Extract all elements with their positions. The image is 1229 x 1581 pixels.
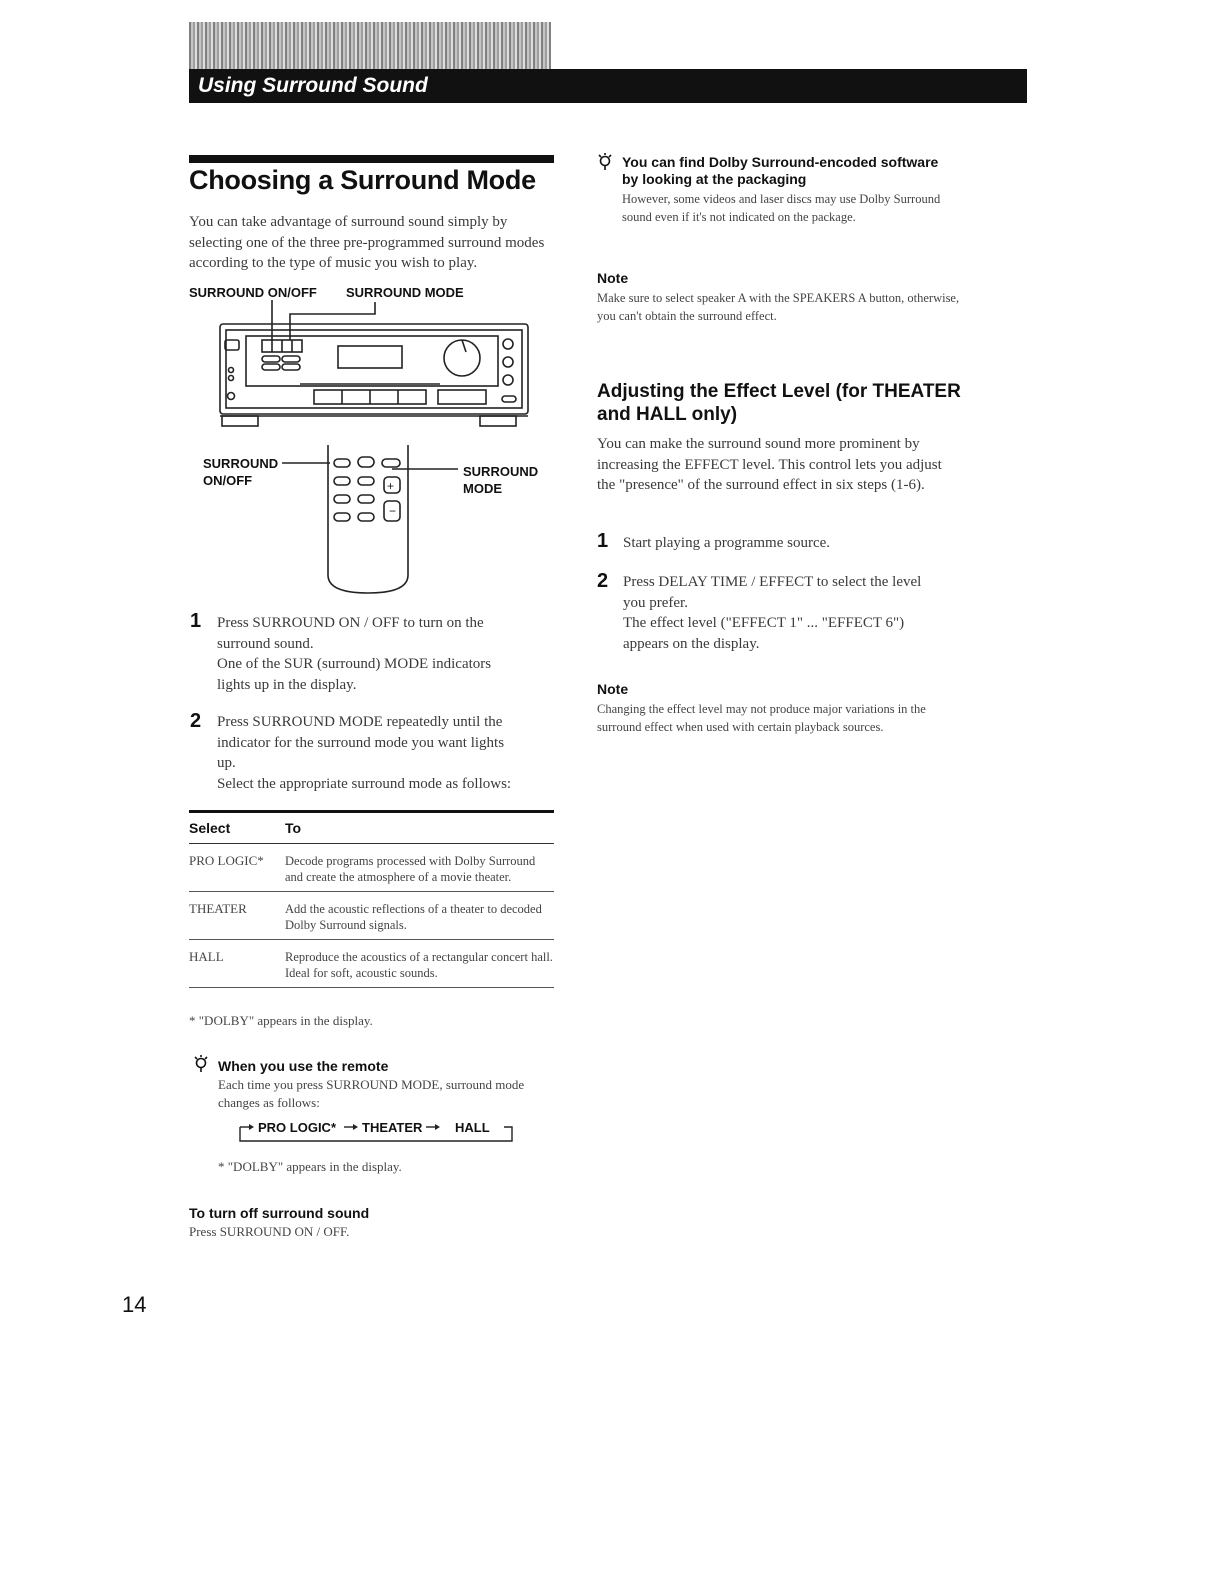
cycle-mode-hall: HALL [455, 1120, 490, 1135]
receiver-illustration [210, 300, 535, 435]
title-rule [189, 155, 554, 163]
intro-paragraph: You can take advantage of surround sound simply by selecting one of the three pre-programmed surround modes according to the type of music you wish to play. [189, 214, 545, 271]
step-number: 2 [597, 570, 609, 592]
label-surround-mode: SURROUND MODE [346, 285, 464, 300]
note-heading: Note [597, 681, 629, 697]
turn-off-heading: To turn off surround sound [189, 1205, 370, 1221]
step-number: 2 [190, 710, 202, 732]
lightbulb-icon [598, 153, 612, 176]
table-header: Select To [189, 813, 554, 844]
note-heading: Note [597, 270, 629, 286]
step-number: 1 [597, 530, 609, 552]
table-row: PRO LOGIC* Decode programs processed with Dolby Surround and create the atmosphere of a movie theater. [189, 844, 554, 892]
remote-illustration [282, 445, 462, 595]
remote-label-on-off-2: ON/OFF [203, 473, 253, 488]
step-1-text: Press SURROUND ON / OFF to turn on the surround sound. One of the SUR (surround) MODE indicators lights up in the display. [217, 615, 492, 693]
tip-remote-heading: When you use the remote [218, 1058, 389, 1074]
effect-step-2-text: Press DELAY TIME / EFFECT to select the level you prefer. The effect level ("EFFECT 1" ... "EFFECT 6") appears on the display. [623, 574, 922, 652]
tip-remote-body: Each time you press SURROUND MODE, surround mode changes as follows: [218, 1077, 525, 1110]
table-row: HALL Reproduce the acoustics of a rectangular concert hall. Ideal for soft, acoustic sounds. [189, 940, 554, 988]
surround-mode-table [189, 810, 554, 988]
svg-text:+: + [387, 479, 395, 493]
cycle-mode-theater: THEATER [362, 1120, 423, 1135]
turn-off-body: Press SURROUND ON / OFF. [189, 1224, 350, 1239]
page-title: Choosing a Surround Mode [189, 165, 536, 195]
remote-label-mode-1: SURROUND [463, 464, 539, 479]
cycle-mode-pro-logic: PRO LOGIC* [258, 1120, 337, 1135]
tip-dolby-heading: You can find Dolby Surround-encoded software by looking at the packaging [622, 154, 939, 187]
lightbulb-icon [194, 1055, 208, 1078]
svg-text:−: − [389, 504, 397, 518]
adjust-effect-intro: You can make the surround sound more prominent by increasing the EFFECT level. This control lets you adjust the "presence" of the surround effect in six steps (1-6). [597, 436, 942, 493]
remote-label-on-off-1: SURROUND [203, 456, 279, 471]
header-graphic [189, 22, 551, 70]
page-number: 14 [122, 1292, 147, 1317]
effect-step-1-text: Start playing a programme source. [623, 535, 831, 551]
note-effect-body: Changing the effect level may not produce major variations in the surround effect when used with certain playback sources. [597, 702, 926, 734]
remote-label-mode-2: MODE [463, 481, 502, 496]
note-speakers-body: Make sure to select speaker A with the SPEAKERS A button, otherwise, you can't obtain the surround effect. [597, 291, 960, 323]
adjust-effect-title: Adjusting the Effect Level (for THEATER and HALL only) [597, 381, 961, 425]
tip-remote-footnote: * "DOLBY" appears in the display. [218, 1159, 402, 1174]
step-number: 1 [190, 610, 202, 632]
table-row: THEATER Add the acoustic reflections of a theater to decoded Dolby Surround signals. [189, 892, 554, 940]
tip-dolby-body: However, some videos and laser discs may use Dolby Surround sound even if it's not indicated on the package. [622, 192, 941, 224]
section-title: Using Surround Sound [198, 74, 428, 97]
table-footnote: * "DOLBY" appears in the display. [189, 1013, 373, 1028]
step-2-text: Press SURROUND MODE repeatedly until the indicator for the surround mode you want lights up. Select the appropriate surround mode as follows: [217, 714, 512, 792]
label-surround-on-off: SURROUND ON/OFF [189, 285, 317, 300]
